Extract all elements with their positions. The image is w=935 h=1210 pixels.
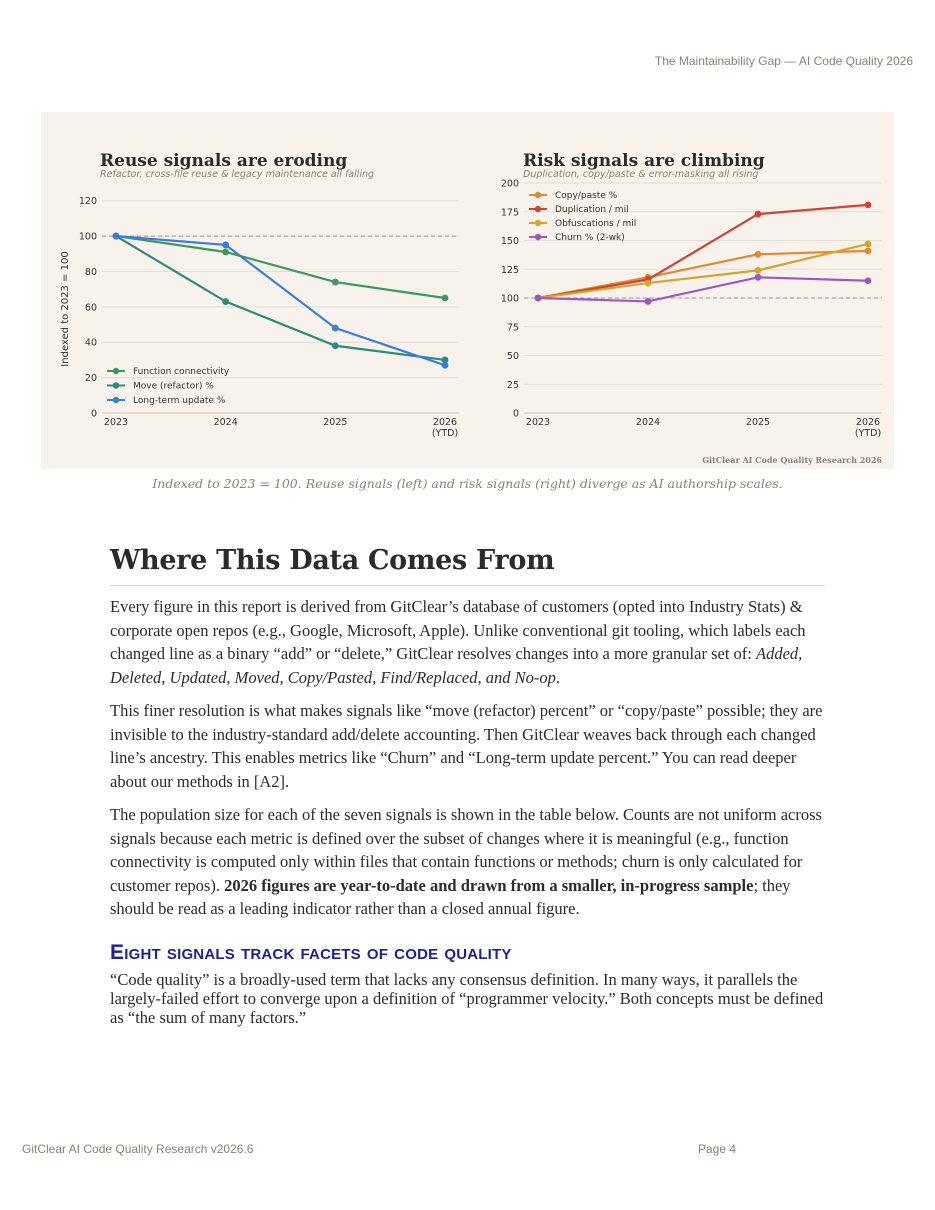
chart-title: Reuse signals are eroding — [100, 151, 348, 171]
legend-label: Function connectivity — [133, 367, 230, 378]
subsection-title: Eight signals track facets of code quality — [110, 940, 512, 964]
y-tick-label: 80 — [84, 266, 97, 278]
data-point — [755, 274, 762, 281]
data-point — [755, 211, 762, 218]
x-tick-label: 2026 — [855, 417, 881, 428]
section-title: Where This Data Comes From — [110, 545, 825, 586]
paragraph-population — [110, 803, 825, 921]
y-tick-label: 50 — [506, 351, 519, 362]
y-tick-label: 120 — [78, 196, 97, 208]
legend-label: Duplication / mil — [555, 205, 629, 216]
legend-label: Copy/paste % — [555, 191, 618, 202]
series-line — [116, 236, 445, 298]
y-tick-label: 125 — [500, 264, 519, 276]
y-tick-label: 0 — [90, 408, 97, 420]
y-tick-label: 100 — [500, 293, 519, 305]
figure-caption: Indexed to 2023 = 100. Reuse signals (left) and risk signals (right) diverge as AI authorship scales. — [152, 476, 783, 491]
y-tick-label: 40 — [84, 337, 97, 349]
x-tick-label: 2025 — [745, 417, 771, 428]
footer-version: GitClear AI Code Quality Research v2026.6 — [22, 1142, 254, 1156]
legend-marker — [535, 192, 541, 198]
y-tick-label: 25 — [506, 379, 519, 391]
data-point — [865, 201, 872, 208]
data-point — [222, 249, 229, 256]
data-point — [442, 362, 449, 369]
legend-marker — [535, 206, 541, 212]
y-tick-label: 175 — [500, 207, 519, 219]
data-point — [222, 298, 229, 305]
legend-marker — [535, 234, 541, 240]
x-tick-label: 2024 — [635, 417, 661, 428]
x-tick-label: (YTD) — [854, 428, 882, 439]
x-tick-label: 2026 — [432, 417, 458, 428]
legend-label: Long-term update % — [133, 396, 226, 407]
x-tick-label: 2024 — [213, 417, 238, 428]
data-point — [332, 325, 339, 332]
data-point — [865, 247, 872, 254]
ytd-note-bold: 2026 figures are year-to-date and drawn from a smaller, in-progress sample — [224, 875, 754, 895]
data-point — [865, 277, 872, 284]
legend-marker — [113, 368, 119, 374]
data-point — [332, 279, 339, 286]
x-tick-label: (YTD) — [431, 428, 459, 439]
data-point — [442, 295, 449, 302]
change-types-italic: Added, Deleted, Updated, Moved, Copy/Pasted, Find/Replaced, and No-op — [110, 644, 803, 687]
running-header: The Maintainability Gap — AI Code Quality 2026 — [654, 54, 913, 68]
data-point — [865, 241, 872, 248]
x-tick-label: 2025 — [323, 417, 348, 428]
data-point — [645, 298, 652, 305]
y-tick-label: 60 — [84, 302, 97, 314]
data-point — [113, 233, 120, 240]
chart-risk — [501, 151, 882, 439]
series-line — [116, 236, 445, 360]
paragraph-text: The population size for each of the seven signals is shown in the table below. Counts are not uniform across signals because each metric is defined over the subset of changes where it is meaningful (e.g., function connectivity is computed only within files that contain functions or methods; churn is only calculated for customer repos). — [110, 805, 822, 895]
y-tick-label: 20 — [84, 373, 97, 385]
y-axis-label: Indexed to 2023 = 100 — [60, 251, 71, 367]
chart-title: Risk signals are climbing — [523, 151, 765, 171]
paragraph-text-end: ; they should be read as a leading indicator rather than a closed annual figure. — [110, 875, 791, 918]
main-content — [110, 545, 825, 1027]
chart-subtitle: Duplication, copy/paste & error-masking all rising — [523, 169, 759, 180]
legend-marker — [535, 220, 541, 226]
y-tick-label: 100 — [78, 231, 97, 243]
x-tick-label: 2023 — [525, 417, 551, 428]
legend-label: Obfuscations / mil — [555, 219, 637, 230]
y-tick-label: 0 — [512, 408, 519, 420]
figure-credit: GitClear AI Code Quality Research 2026 — [702, 455, 882, 465]
chart-reuse — [60, 151, 459, 439]
series-line — [116, 236, 445, 365]
paragraph-data-source — [110, 595, 825, 689]
paragraph-resolution: This finer resolution is what makes signals like “move (refactor) percent” or “copy/paste” possible; they are invisible to the industry-standard add/delete accounting. Then GitClear weaves back through each changed line’s ancestry. This enables metrics like “Churn” and “Long-term update percent.” You can read deeper about our methods in [A2]. — [110, 701, 823, 791]
paragraph-code-quality: “Code quality” is a broadly-used term that lacks any consensus definition. In many ways, it parallels the largely-failed effort to converge upon a definition of “programmer velocity.” Both concepts must be defined as “the sum of many factors.” — [110, 969, 824, 1027]
charts-svg — [41, 112, 894, 469]
data-point — [332, 342, 339, 349]
y-tick-label: 200 — [500, 178, 519, 190]
data-point — [535, 295, 542, 302]
data-point — [755, 267, 762, 274]
paragraph-text-end: . — [555, 667, 560, 687]
legend-label: Churn % (2-wk) — [555, 233, 625, 244]
legend-label: Move (refactor) % — [133, 381, 214, 392]
legend-marker — [113, 397, 119, 403]
y-tick-label: 75 — [506, 322, 519, 334]
chart-subtitle: Refactor, cross-file reuse & legacy maintenance all falling — [100, 169, 375, 180]
data-point — [222, 242, 229, 249]
data-point — [755, 251, 762, 258]
legend-marker — [113, 382, 119, 388]
y-tick-label: 150 — [500, 236, 519, 247]
figure-panel — [41, 112, 894, 469]
x-tick-label: 2023 — [103, 417, 129, 428]
paragraph-text: Every figure in this report is derived from GitClear’s database of customers (opted into Industry Stats) & corporate open repos (e.g., Google, Microsoft, Apple). Unlike conventional git tooling, which labels each changed line as a binary “add” or “delete,” GitClear resolves changes into a more granular set of: — [110, 597, 806, 663]
data-point — [645, 280, 652, 287]
footer-page-number: Page 4 — [698, 1142, 737, 1156]
